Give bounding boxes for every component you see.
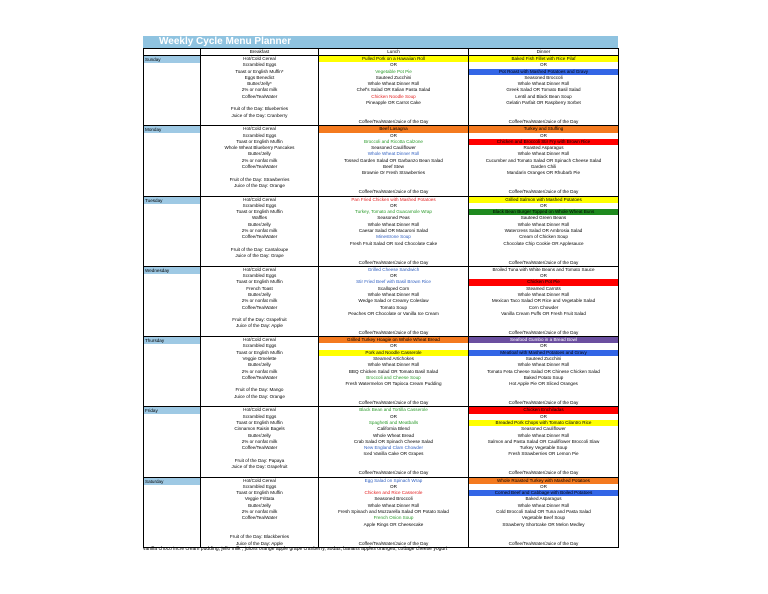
lunch-menu-item: OR <box>390 202 397 208</box>
dinner-menu-item: Cream of Chicken Soup <box>519 234 568 240</box>
dinner-menu-item: OR <box>540 202 547 208</box>
dinner-menu-item: Coffee/Tea/Water/Juice of the Day <box>508 189 579 195</box>
dinner-menu-item: Corned Beef and Cabbage with Boiled Potatoes <box>469 490 618 496</box>
lunch-menu-item: Chicken Noodle Soup <box>371 93 416 99</box>
lunch-menu-item: New England Clam Chowder <box>364 445 423 451</box>
dinner-menu-item: Sauteed Zucchini <box>525 355 562 361</box>
breakfast-menu-item: Juice of the Day: Orange <box>234 182 285 188</box>
dinner-menu-item: Chicken Pot Pie <box>469 279 618 285</box>
dinner-menu-item: Strawberry Shortcake OR Melon Medley <box>502 521 585 527</box>
breakfast-menu-item: Hot/Cold Cereal <box>243 126 276 132</box>
breakfast-menu-item: Veggie Omelette <box>242 355 277 361</box>
lunch-menu-item: Minestrone Soup <box>376 234 411 240</box>
breakfast-menu-item: Fruit of the Day: Grapefruit <box>232 317 287 323</box>
header-dinner: Dinner <box>469 49 619 56</box>
day-label: Sunday <box>144 56 200 63</box>
breakfast-menu-item: Toast or English Muffin <box>236 490 283 496</box>
breakfast-menu-item: Veggie Frittata <box>244 496 275 502</box>
day-cell <box>144 337 201 407</box>
lunch-cell <box>319 407 469 477</box>
dinner-menu-item: Meatloaf with Mashed Potatoes and Gravy <box>469 350 618 356</box>
dinner-menu-item: Vegetable Beef Soup <box>521 515 566 521</box>
dinner-menu-item: Coffee/Tea/Water/Juice of the Day <box>508 259 579 265</box>
day-row-thursday <box>144 337 619 407</box>
dinner-menu-item: Baked Asparagus <box>525 496 562 502</box>
breakfast-menu-item: Toast or English Muffin <box>236 138 283 144</box>
lunch-menu-item: OR <box>390 413 397 419</box>
breakfast-menu-item: Cinnamon Raisin Bagels <box>234 426 285 432</box>
dinner-cell <box>469 56 619 126</box>
lunch-menu-item: Chicken and Rice Casserole <box>364 490 423 496</box>
lunch-menu-item: Coffee/Tea/Water/Juice of the Day <box>358 400 429 406</box>
day-cell <box>144 56 201 126</box>
dinner-menu-item: Cucumber and Tomato Salad OR Spinach Cheese Salad <box>485 157 602 163</box>
lunch-menu-item: Brownie Or Fresh Strawberries <box>361 170 426 176</box>
day-label: Saturday <box>144 478 200 485</box>
dinner-menu-item: Garden Chili <box>530 164 557 170</box>
lunch-menu-item: Grilled Cheese Sandwich <box>367 266 420 272</box>
dinner-menu-item: Corn Chowder <box>528 304 559 310</box>
dinner-menu-item: Black Bean Burger Topped on Whole Wheat Buns <box>469 209 618 215</box>
day-label: Monday <box>144 126 200 133</box>
lunch-menu-item: OR <box>390 62 397 68</box>
breakfast-menu-item: Scrambled Eggs <box>242 343 277 349</box>
lunch-menu-item: Egg Salad on Spinach Wrap <box>364 477 423 483</box>
breakfast-menu-item: Coffee/Tea/Water <box>241 445 278 451</box>
day-label: Thursday <box>144 337 200 344</box>
dinner-menu-item: Greek Salad OR Tomato Basil Salad <box>506 87 581 93</box>
dinner-menu-item: Whole Wheat Dinner Roll <box>517 291 570 297</box>
dinner-menu-item: OR <box>540 62 547 68</box>
lunch-menu-item: Steamed Artichokes <box>373 355 414 361</box>
breakfast-menu-item <box>201 189 318 195</box>
breakfast-menu-item: Butter/Jelly <box>248 151 271 157</box>
lunch-menu-item: Apple Rings OR Cheesecake <box>363 521 424 527</box>
breakfast-menu-item: Coffee/Tea/Water <box>241 304 278 310</box>
dinner-menu-item: Turkey Vegetable Soup <box>519 445 568 451</box>
lunch-menu-item: Coffee/Tea/Water/Juice of the Day <box>358 540 429 546</box>
breakfast-menu-item: Juice of the Day: Apple <box>236 323 283 329</box>
dinner-menu-item: Mandarin Oranges OR Rhubarb Pie <box>506 170 581 176</box>
lunch-menu-item: Tossed Garden Salad OR Garbanzo Bean Salad <box>344 157 443 163</box>
lunch-menu-item: Coffee/Tea/Water/Juice of the Day <box>358 329 429 335</box>
lunch-menu-item: Pulled Pork on a Hawaiian Roll <box>319 56 468 62</box>
dinner-menu-item: Breaded Pork Chops with Tomato Cilantro Rice <box>469 420 618 426</box>
lunch-menu-item: Fresh Spinach and Mozzarella Salad OR Potato Salad <box>338 509 449 515</box>
breakfast-menu-item: Hot/Cold Cereal <box>243 196 276 202</box>
lunch-cell <box>319 266 469 336</box>
breakfast-cell <box>201 196 319 266</box>
breakfast-menu-item: Fruit of the Day: Blackberries <box>229 534 290 540</box>
dinner-cell <box>469 407 619 477</box>
dinner-cell <box>469 266 619 336</box>
breakfast-cell <box>201 407 319 477</box>
lunch-menu-item: OR <box>390 132 397 138</box>
dinner-menu-item: Tomato Feta Cheese Salad OR Chinese Chicken Salad <box>487 368 600 374</box>
lunch-menu-item: Black Bean and Tortilla Casserole <box>359 407 428 413</box>
dinner-menu-item: Whole Wheat Dinner Roll <box>517 81 570 87</box>
dinner-menu-item: OR <box>540 343 547 349</box>
day-row-sunday <box>144 56 619 126</box>
day-label: Wednesday <box>144 267 200 274</box>
day-label: Tuesday <box>144 197 200 204</box>
lunch-menu-item: OR <box>390 343 397 349</box>
breakfast-cell <box>201 126 319 196</box>
lunch-menu-item: Coffee/Tea/Water/Juice of the Day <box>358 118 429 124</box>
header-breakfast: Breakfast <box>201 49 319 56</box>
dinner-menu-item: Whole Wheat Dinner Roll <box>517 151 570 157</box>
dinner-menu-item: Whole Roasted Turkey with Mashed Potatoes <box>469 478 618 484</box>
breakfast-menu-item: Coffee/Tea/Water <box>241 93 278 99</box>
breakfast-menu-item: Juice of the Day: Grapefruit <box>231 464 288 469</box>
lunch-menu-item: Whole Wheat Dinner Roll <box>367 291 420 297</box>
breakfast-menu-item: Fruit of the Day: Blueberries <box>230 106 289 112</box>
day-cell <box>144 266 201 336</box>
menu-table <box>143 48 619 548</box>
breakfast-menu-item: Juice of the Day: Cranberry <box>231 112 288 118</box>
lunch-cell <box>319 477 469 547</box>
breakfast-menu-item: Whole Wheat Blueberry Pancakes <box>224 145 295 151</box>
lunch-menu-item: Vegetable Pot Pie <box>375 68 412 74</box>
menu-sheet <box>143 36 618 548</box>
dinner-menu-item: Coffee/Tea/Water/Juice of the Day <box>508 400 579 406</box>
breakfast-menu-item <box>201 470 318 476</box>
dinner-menu-item: Hot Apple Pie OR Sliced Oranges <box>509 381 578 387</box>
header-row <box>144 49 619 56</box>
breakfast-menu-item: 2% or nonfat milk <box>241 438 278 444</box>
breakfast-menu-item: Butter/Jelly <box>248 502 271 508</box>
lunch-menu-item: Caesar Salad OR Macaroni Salad <box>358 228 429 234</box>
dinner-cell <box>469 126 619 196</box>
lunch-menu-item: French Onion Soup <box>373 515 414 521</box>
breakfast-menu-item: 2% or nonfat milk <box>241 228 278 234</box>
dinner-menu-item: Broiled Tuna with White Beans and Tomato Sauce <box>492 266 595 272</box>
dinner-menu-item: Whole Wheat Dinner Roll <box>517 221 570 227</box>
lunch-menu-item: Chef's Salad OR Italian Pasta Salad <box>356 87 431 93</box>
lunch-menu-item: Iced Vanilla Cake OR Grapes <box>363 451 424 457</box>
breakfast-menu-item <box>201 400 318 406</box>
day-cell <box>144 196 201 266</box>
day-row-monday <box>144 126 619 196</box>
day-row-friday <box>144 407 619 477</box>
breakfast-menu-item: 2% or nonfat milk <box>241 509 278 515</box>
dinner-menu-item: OR <box>540 132 547 138</box>
breakfast-menu-item: Toast or English Muffin <box>236 209 283 215</box>
breakfast-menu-item: Coffee/Tea/Water <box>241 515 278 521</box>
dinner-menu-item: Watercress Salad OR Ambrosia Salad <box>504 228 583 234</box>
lunch-menu-item: Scalloped Corn <box>377 285 410 291</box>
dinner-menu-item: Coffee/Tea/Water/Juice of the Day <box>508 329 579 335</box>
lunch-menu-item: OR <box>390 273 397 279</box>
lunch-menu-item: Beef Lasagna <box>319 126 468 132</box>
breakfast-menu-item: Juice of the Day: Orange <box>234 393 285 399</box>
breakfast-menu-item: Scrambled Eggs <box>242 413 277 419</box>
breakfast-menu-item: Hot/Cold Cereal <box>243 407 276 413</box>
breakfast-menu-item: Scrambled Eggs <box>242 202 277 208</box>
dinner-menu-item: OR <box>540 273 547 279</box>
breakfast-menu-item: 2% or nonfat milk <box>241 87 278 93</box>
day-cell <box>144 407 201 477</box>
dinner-menu-item: Coffee/Tea/Water/Juice of the Day <box>508 540 579 546</box>
breakfast-menu-item: Hot/Cold Cereal <box>243 56 276 61</box>
lunch-menu-item: Fresh Watermelon OR Tapioca Cream Pudding <box>345 381 442 387</box>
breakfast-menu-item: Coffee/Tea/Water <box>241 374 278 380</box>
dinner-menu-item: Gelatin Parfait OR Raspberry Sorbet <box>506 100 581 106</box>
lunch-menu-item: Crab Salad OR Spinach Cheese Salad <box>353 438 434 444</box>
dinner-cell <box>469 477 619 547</box>
page-title: Weekly Cycle Menu Planner <box>143 36 618 48</box>
lunch-cell <box>319 56 469 126</box>
breakfast-menu-item: Butter/Jelly <box>248 221 271 227</box>
breakfast-menu-item: Eggs Benedict <box>244 74 275 80</box>
breakfast-menu-item: Butter/Jelly <box>248 362 271 368</box>
lunch-menu-item: Whole Wheat Dinner Roll <box>367 151 420 157</box>
breakfast-cell <box>201 337 319 407</box>
lunch-menu-item: Pan Fried Chicken with Mashed Potatoes <box>351 196 436 202</box>
lunch-menu-item: Sauteed Zucchini <box>375 74 412 80</box>
lunch-menu-item: Whole Wheat Dinner Roll <box>367 502 420 508</box>
footnote: vanilla choco incre cream pudding, jello milk , juices orange apple grape cranberry, sodas, banans apples oranges, cottage cheese yogurt <box>143 546 448 552</box>
lunch-menu-item: BBQ Chicken Salad OR Tomato Basil Salad <box>348 368 439 374</box>
breakfast-menu-item: Juice of the Day: Apple <box>236 540 283 546</box>
dinner-menu-item: Coffee/Tea/Water/Juice of the Day <box>508 118 579 124</box>
breakfast-menu-item: Fruit of the Day: Papaya <box>234 457 285 463</box>
dinner-menu-item: Coffee/Tea/Water/Juice of the Day <box>508 470 579 476</box>
lunch-menu-item: Seasoned Broccoli <box>374 496 413 502</box>
lunch-menu-item: Seasoned Peas <box>377 215 410 221</box>
dinner-menu-item: Turkey and Stuffing <box>469 126 618 132</box>
breakfast-menu-item: Scrambled Eggs <box>242 483 277 489</box>
day-row-tuesday <box>144 196 619 266</box>
breakfast-menu-item: Fruit of the Day: Mango <box>235 387 284 393</box>
breakfast-cell <box>201 56 319 126</box>
lunch-menu-item: Tomato Soup <box>379 304 408 310</box>
lunch-menu-item: Broccoli and Ricotta Calzone <box>364 138 423 144</box>
lunch-menu-item: Broccoli and Cheese Soup <box>366 374 421 380</box>
dinner-menu-item: Whole Wheat Dinner Roll <box>517 502 570 508</box>
day-cell <box>144 477 201 547</box>
lunch-menu-item: Pineapple OR Carrot Cake <box>366 100 421 106</box>
dinner-cell <box>469 196 619 266</box>
breakfast-menu-item <box>201 119 318 125</box>
dinner-menu-item: Lentil and Black Bean Soup <box>515 93 572 99</box>
breakfast-menu-item: Fruit of the Day: Strawberries <box>229 176 290 182</box>
lunch-menu-item: Whole Wheat Dinner Roll <box>367 81 420 87</box>
lunch-menu-item: Turkey, Tomato and Guacamole Wrap <box>355 209 432 215</box>
header-day <box>144 49 201 56</box>
dinner-menu-item: Steamed Carrots <box>526 285 561 291</box>
lunch-menu-item: Coffee/Tea/Water/Juice of the Day <box>358 470 429 476</box>
lunch-menu-item: Pork and Noodle Casserole <box>319 350 468 356</box>
dinner-menu-item: OR <box>540 413 547 419</box>
lunch-cell <box>319 196 469 266</box>
breakfast-menu-item: Coffee/Tea/Water <box>241 234 278 240</box>
lunch-menu-item: California Blend <box>377 426 410 432</box>
breakfast-menu-item: Toast or English Muffin <box>236 279 283 285</box>
breakfast-menu-item: 2% or nonfat milk <box>241 157 278 163</box>
lunch-menu-item: Coffee/Tea/Water/Juice of the Day <box>358 189 429 195</box>
breakfast-menu-item: Toast or English Muffin <box>236 419 283 425</box>
dinner-menu-item: Chicken and Broccoli Stir Fry with Brown Rice <box>469 139 618 145</box>
day-label: Friday <box>144 407 200 414</box>
dinner-menu-item: Salmon and Pasta Salad OR Cauliflower Broccoli Slaw <box>487 438 600 444</box>
dinner-menu-item: Vanilla Cream Puffs OR Fresh Fruit Salad <box>501 310 586 316</box>
breakfast-menu-item: French Toast <box>246 285 273 291</box>
lunch-menu-item: Peaches OR Chocolate or Vanilla Ice Cream <box>348 310 439 316</box>
breakfast-menu-item: Waffles <box>251 215 268 221</box>
breakfast-menu-item <box>201 330 318 336</box>
dinner-menu-item: Chicken Enchiladas <box>469 407 618 413</box>
dinner-menu-item: Pot Roast with Mashed Potatoes and Gravy <box>469 69 618 75</box>
breakfast-menu-item: Coffee/Tea/Water <box>241 164 278 170</box>
dinner-menu-item: Cold Broccoli Salad OR Tuna and Pasta Salad <box>496 509 591 515</box>
breakfast-menu-item: Hot/Cold Cereal <box>243 477 276 483</box>
dinner-menu-item: Sauteed Green Beans <box>520 215 567 221</box>
lunch-menu-item: Seasoned Cauliflower <box>371 145 416 151</box>
dinner-menu-item: Seasoned Broccoli <box>524 74 563 80</box>
lunch-menu-item: Whole Wheat Dinner Roll <box>367 362 420 368</box>
breakfast-menu-item: Butter/Jelly <box>248 432 271 438</box>
lunch-menu-item: Coffee/Tea/Water/Juice of the Day <box>358 259 429 265</box>
lunch-menu-item: OR <box>390 483 397 489</box>
breakfast-menu-item <box>201 260 318 266</box>
lunch-menu-item: Whole Wheat Dinner Roll <box>367 221 420 227</box>
dinner-menu-item: Seafood Gumbo in a Bread Bowl <box>469 337 618 343</box>
dinner-menu-item: Chocolate Chip Cookie OR Applesauce <box>503 240 584 246</box>
breakfast-menu-item: Hot/Cold Cereal <box>243 337 276 343</box>
dinner-menu-item: Fresh Strawberries OR Lemon Pie <box>508 451 579 457</box>
breakfast-menu-item: Scrambled Eggs <box>242 132 277 138</box>
breakfast-menu-item: 2% or nonfat milk <box>241 298 278 304</box>
dinner-menu-item: Roasted Asparagus <box>523 145 564 151</box>
dinner-menu-item: Whole Wheat Dinner Roll <box>517 432 570 438</box>
lunch-cell <box>319 337 469 407</box>
breakfast-menu-item: Scrambled Eggs <box>242 273 277 279</box>
dinner-menu-item: Baked Potato Soup <box>523 374 564 380</box>
dinner-menu-item: Grilled Salmon with Mashed Potatoes <box>469 197 618 203</box>
lunch-menu-item: Stir Fried Beef with Basil Brown Rice <box>356 279 431 285</box>
breakfast-cell <box>201 477 319 547</box>
breakfast-menu-item: Scrambled Eggs <box>242 62 277 68</box>
breakfast-menu-item: Toast or English Muffin* <box>235 68 284 74</box>
breakfast-menu-item: Toast or English Muffin <box>236 349 283 355</box>
dinner-menu-item: OR <box>540 483 547 489</box>
breakfast-menu-item: Butter/Jelly* <box>247 81 272 87</box>
breakfast-menu-item: Butter/Jelly <box>248 291 271 297</box>
dinner-cell <box>469 337 619 407</box>
lunch-menu-item: Whole Wheat Bread <box>372 432 415 438</box>
header-lunch: Lunch <box>319 49 469 56</box>
lunch-cell <box>319 126 469 196</box>
lunch-menu-item: Fresh Fruit Salad OR Iced Chocolate Cake <box>349 240 438 246</box>
lunch-menu-item: Beef Stew <box>383 164 404 170</box>
lunch-menu-item: Spaghetti and Meatballs <box>368 419 419 425</box>
day-row-saturday <box>144 477 619 547</box>
dinner-menu-item: Baked Fish Fillet with Rice Pilaf <box>469 56 618 62</box>
day-row-wednesday <box>144 266 619 336</box>
breakfast-menu-item: 2% or nonfat milk <box>241 368 278 374</box>
breakfast-menu-item: Fruit of the Day: Cantaloupe <box>230 246 289 252</box>
day-cell <box>144 126 201 196</box>
lunch-menu-item: Wedge Salad or Creamy Coleslaw <box>358 298 429 304</box>
breakfast-menu-item: Juice of the Day: Grape <box>235 253 284 259</box>
lunch-menu-item: Grilled Turkey Hoagie on Whole Wheat Bread <box>319 337 468 343</box>
breakfast-cell <box>201 266 319 336</box>
dinner-menu-item: Seasoned Cauliflower <box>521 426 566 432</box>
dinner-menu-item: Whole Wheat Dinner Roll <box>517 362 570 368</box>
dinner-menu-item: Mexican Taco Salad OR Rice and Vegetable Salad <box>491 298 596 304</box>
breakfast-menu-item: Hot/Cold Cereal <box>243 266 276 272</box>
